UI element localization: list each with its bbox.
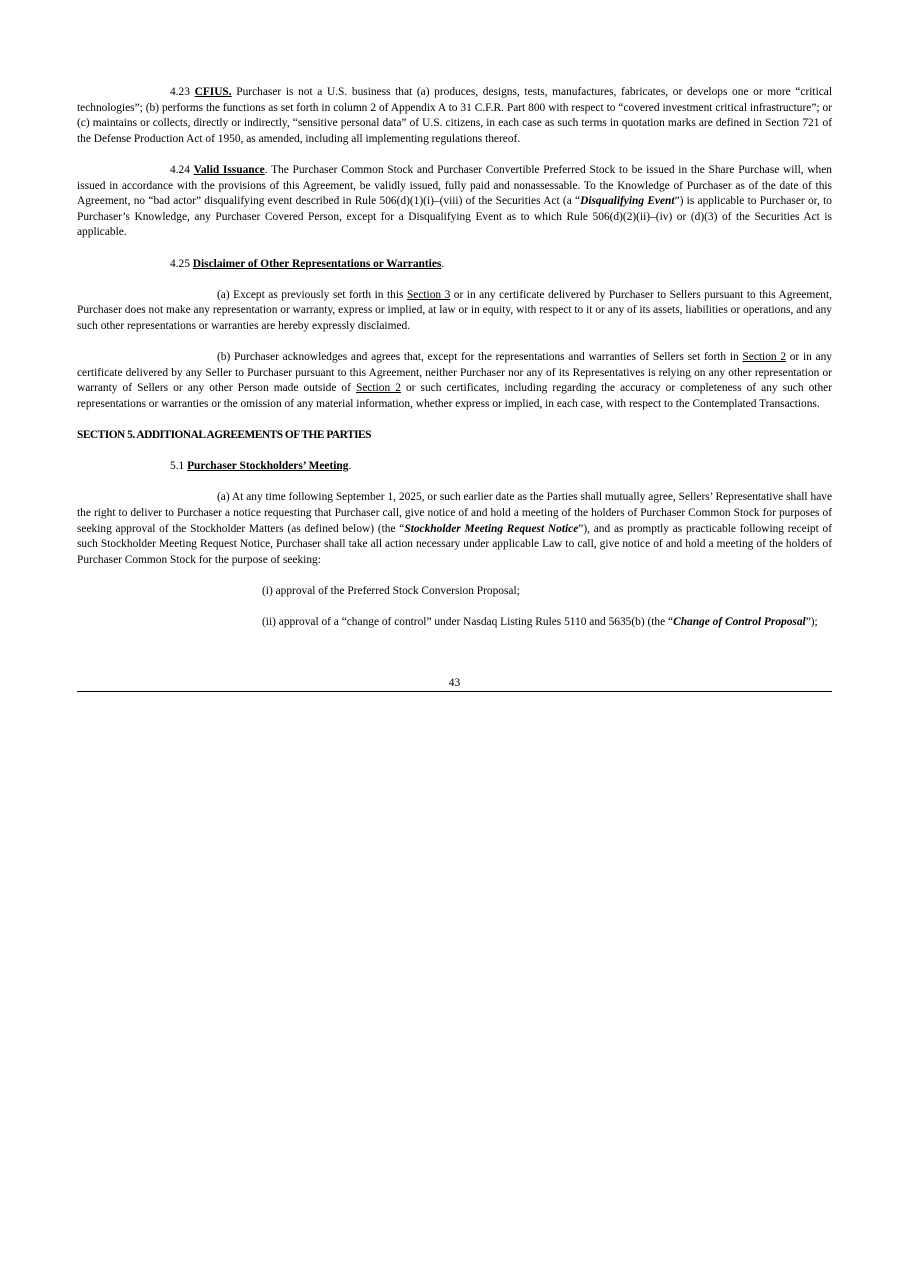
section-title: Valid Issuance (193, 163, 265, 176)
section-4-25-b (77, 350, 832, 412)
section-5-1-a (77, 490, 832, 568)
section-reference: Section 2 (355, 382, 401, 395)
clause-text: (ii) approval of a “change of control” under Nasdaq Listing Rules 5110 and 5635(b) (the “ (262, 616, 674, 629)
section-period: . (441, 257, 445, 270)
section-5-heading: SECTION 5. ADDITIONAL AGREEMENTS OF THE PARTIES (77, 429, 371, 442)
clause-text: or in any certificate delivered by Purchaser to Sellers pursuant to this Agreement, Purchaser does not make any representation or warranty, express or implied, at law or in equity, with respect to it or any of its assets, liabilities or operations, and any such other representations or warranties are hereby expressly disclaimed. (77, 288, 832, 332)
clause-text: (a) Except as previously set forth in this (217, 288, 407, 301)
page-number: 43 (448, 677, 461, 689)
section-reference: Section 3 (406, 288, 451, 301)
section-4-24 (77, 163, 832, 241)
clause-text: (a) At any time following September 1, 2025, or such earlier date as the Parties shall mutually agree, Sellers’ Representative shall have the right to deliver to Purchaser a notice requesting that Purchaser call, give notice of and hold a meeting of the holders of Purchaser Common Stock for purposes of seeking approval of the Stockholder Matters (as defined below) (the “ (77, 491, 832, 535)
section-title: CFIUS. (194, 86, 232, 98)
section-4-25-heading (77, 257, 832, 273)
section-number: 5.1 (170, 460, 188, 473)
footer-rule (77, 691, 832, 692)
clause-text: (b) Purchaser acknowledges and agrees that, except for the representations and warranties of Sellers set forth in (217, 351, 743, 364)
section-text: ”) is applicable to Purchaser or, to Purchaser’s Knowledge, any Purchaser Covered Person, except for a Disqualifying Event as to which Rule 506(d)(2)(ii)–(iv) or (d)(3) of the Securities Act is applicable. (77, 195, 832, 239)
defined-term: Change of Control Proposal (673, 616, 806, 629)
section-text: . The Purchaser Common Stock and Purchaser Convertible Preferred Stock to be issued in the Share Purchase will, when issued in accordance with the provisions of this Agreement, be validly issued, fully paid and nonassessable. To the Knowledge of Purchaser as of the date of this Agreement, no “bad actor” disqualifying event described in Rule 506(d)(1)(i)–(viii) of the Securities Act (a “ (77, 163, 833, 208)
clause-text: or such certificates, including regarding the accuracy or completeness of any such other representations or warranties or the omission of any material information, whether express or implied, in each case, with respect to the Contemplated Transactions. (77, 382, 832, 410)
section-4-23 (77, 85, 832, 147)
section-title: Disclaimer of Other Representations or Warranties (192, 257, 442, 270)
defined-term: Disqualifying Event (580, 195, 675, 208)
clause-text: or in any certificate delivered by any Seller to Purchaser pursuant to this Agreement, neither Purchaser nor any of its Representatives is relying on any other representation or warranty of Sellers or any other Person made outside of (77, 351, 832, 395)
document-page (77, 85, 832, 631)
section-reference: Section 2 (742, 351, 787, 364)
section-5-1-a-i: (i) approval of the Preferred Stock Conversion Proposal; (262, 585, 520, 597)
section-text: Purchaser is not a U.S. business that (a) produces, designs, tests, manufactures, fabricates, or develops one or more “critical technologies”; (b) performs the functions as set forth in column 2 of Appendix A to 31 C.F.R. Part 800 with respect to “covered investment critical infrastructure”; or (c) maintains or collects, directly or indirectly, “sensitive personal data” of U.S. citizens, in each case as such terms in quotation marks are defined in Section 721 of the Defense Production Act of 1950, as amended, including all implementing regulations thereof. (77, 86, 833, 145)
section-title: Purchaser Stockholders’ Meeting (187, 460, 349, 473)
section-period: . (348, 460, 352, 473)
page-footer (77, 676, 832, 692)
clause-text: ”), and as promptly as practicable following receipt of such Stockholder Meeting Request Notice, Purchaser shall take all action necessary under applicable Law to call, give notice of and hold a meeting of the holders of Purchaser Common Stock for the purpose of seeking: (77, 522, 832, 566)
section-number: 4.24 (170, 163, 194, 176)
section-4-25-a (77, 288, 832, 335)
section-5-1-heading (77, 459, 832, 475)
section-number: 4.25 (170, 257, 193, 270)
section-number: 4.23 (170, 86, 195, 98)
section-5-1-a-ii (77, 615, 832, 631)
clause-text: ”); (805, 616, 818, 629)
defined-term: Stockholder Meeting Request Notice (404, 522, 579, 535)
